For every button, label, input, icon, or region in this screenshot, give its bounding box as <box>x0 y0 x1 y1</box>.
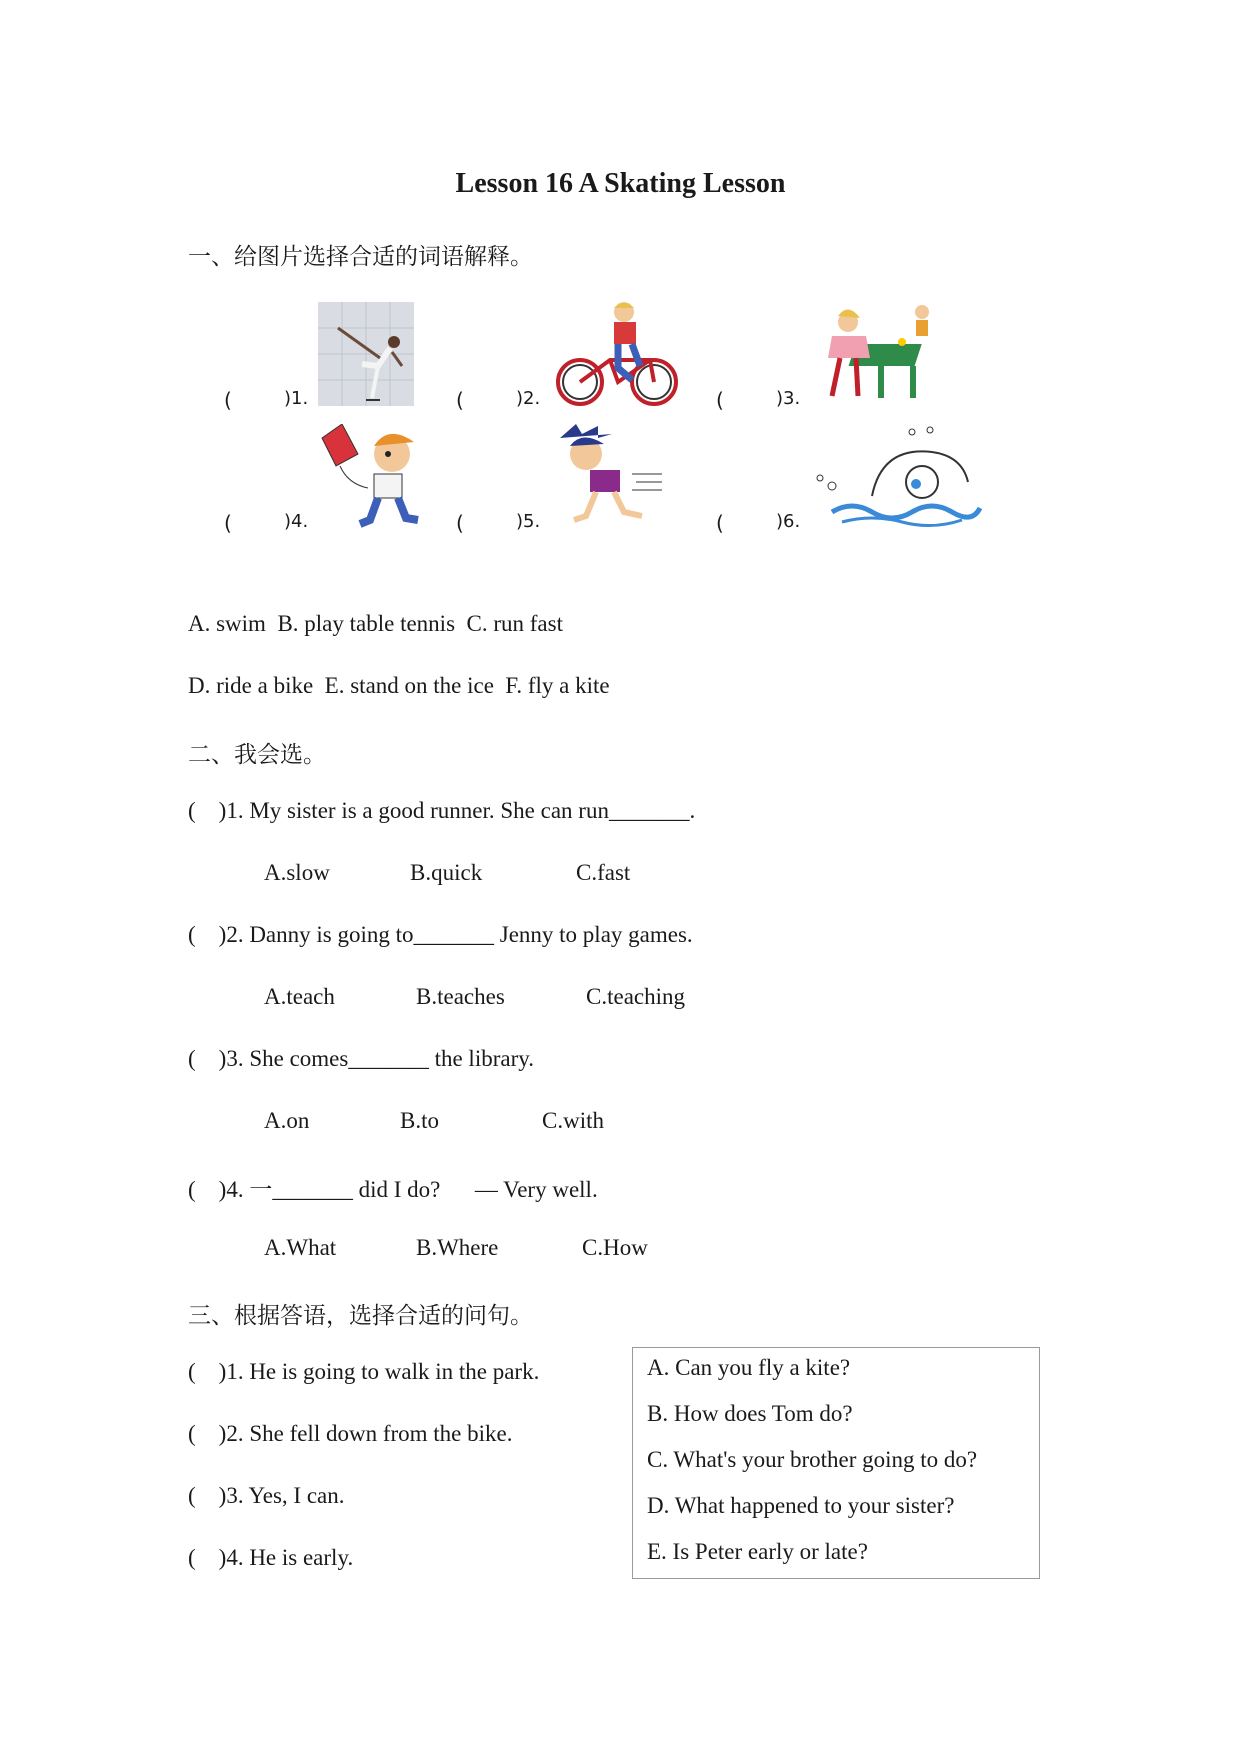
answer-paren-open: ( <box>224 511 232 535</box>
question-option: E. Is Peter early or late? <box>647 1539 868 1564</box>
answer-paren-open: ( <box>456 511 464 535</box>
word-options-line-2: D. ride a bike E. stand on the ice F. fly a kite <box>188 673 610 698</box>
question-option: D. What happened to your sister? <box>647 1493 955 1518</box>
picture-number: )4. <box>284 511 309 532</box>
boy-flying-kite-icon <box>318 424 430 534</box>
answer-sentence: ( )3. Yes, I can. <box>188 1483 345 1508</box>
section-2-heading: 二、我会选。 <box>188 742 326 767</box>
answer-sentence: ( )1. He is going to walk in the park. <box>188 1359 540 1384</box>
picture-number: )1. <box>284 388 309 409</box>
picture-number: )3. <box>776 388 801 409</box>
choice-b: B.quick <box>410 860 483 885</box>
choice-a: A.What <box>264 1235 337 1260</box>
question-stem: ( )2. Danny is going to_______ Jenny to play games. <box>188 922 693 947</box>
answer-sentence: ( )2. She fell down from the bike. <box>188 1421 513 1446</box>
question-option: A. Can you fly a kite? <box>647 1355 851 1380</box>
choice-b: B.Where <box>416 1235 499 1260</box>
choice-a: A.slow <box>264 860 330 885</box>
choice-b: B.teaches <box>416 984 505 1009</box>
word-options-line-1: A. swim B. play table tennis C. run fast <box>188 611 563 636</box>
answer-paren-open: ( <box>716 388 724 412</box>
answer-paren-open: ( <box>716 511 724 535</box>
question-stem: ( )3. She comes_______ the library. <box>188 1046 534 1071</box>
figure-skater-icon <box>318 302 414 406</box>
choice-c: C.with <box>542 1108 604 1133</box>
page-title: Lesson 16 A Skating Lesson <box>455 168 786 199</box>
picture-number: )2. <box>516 388 541 409</box>
choice-a: A.on <box>264 1108 310 1133</box>
choice-b: B.to <box>400 1108 439 1133</box>
section-1-heading: 一、给图片选择合适的词语解释。 <box>188 244 533 269</box>
answer-paren-open: ( <box>224 388 232 412</box>
choice-a: A.teach <box>264 984 335 1009</box>
boy-running-fast-icon <box>552 424 664 534</box>
question-option: C. What's your brother going to do? <box>647 1447 978 1472</box>
question-stem: ( )1. My sister is a good runner. She can run_______. <box>188 798 696 823</box>
boy-swimming-icon <box>812 426 982 532</box>
answer-sentence: ( )4. He is early. <box>188 1545 354 1570</box>
choice-c: C.fast <box>576 860 631 885</box>
picture-number: )5. <box>516 511 541 532</box>
section-3-heading: 三、根据答语，选择合适的问句。 <box>188 1303 533 1328</box>
boy-riding-bike-icon <box>552 300 682 408</box>
picture-number: )6. <box>776 511 801 532</box>
question-stem: ( )4. 一_______ did I do? — Very well. <box>188 1177 598 1202</box>
choice-c: C.teaching <box>586 984 685 1009</box>
question-options-box <box>632 1347 1040 1579</box>
question-option: B. How does Tom do? <box>647 1401 853 1426</box>
kids-playing-table-tennis-icon <box>810 300 946 408</box>
choice-c: C.How <box>582 1235 648 1260</box>
answer-paren-open: ( <box>456 388 464 412</box>
